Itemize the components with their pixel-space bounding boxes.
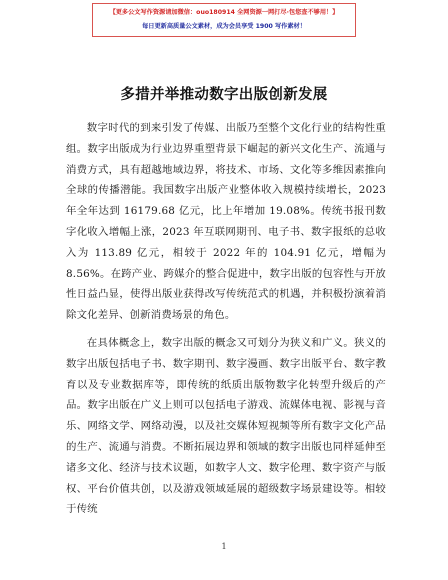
paragraph-1: 数字时代的到来引发了传媒、出版乃至整个文化行业的结构性重组。数字出版成为行业边界重塑背景下崛起的新兴文化生产、流通与消费方式，具有超越地域边界，将技术、市场、文化等多维因素推向全球的传播潜能。我国数字出版产业整体收入规模持续增长，2023 年全年达到 16179.68 亿元，比上年增加 19.08%。传统书报刊数字化收入增幅上涨，2023 年互联网期刊、电子书、数字报纸的总收入为 113.89 亿元，相较于 2022 年的 104.91 亿元，增幅为 8.56%。在跨产业、跨媒介的整合促进中，数字出版的包容性与开放性日益凸显，使得出版业获得改写传统范式的机遇，并积极扮演着消除文化差异、创新消费场景的角色。 [66,122,386,322]
paragraph-2: 在具体概念上，数字出版的概念又可划分为狭义和广义。狭义的数字出版包括电子书、数字期刊、数字漫画、数字出版平台、数字教育以及专业数据库等，即传统的纸质出版物数字化转型升级后的产品。数字出版在广义上则可以包括电子游戏、流媒体电视、影视与音乐、网络文学、网络动漫，以及社交媒体短视频等所有数字文化产品的生产、流通与消费。不断拓展边界和领域的数字出版也同样延伸至诸多文化、经济与技术议题，如数字人文、数字伦理、数字资产与版权、平台价值共创，以及游戏领域延展的超级数字场景建设等。相较于传统 [66,336,386,516]
promo-banner-line-1: 【更多公文写作资源请加微信：ouo180914 全网资源一网打尽·包您查不够用！】 [109,9,339,16]
document-body [66,118,386,525]
document-title: 多措并举推动数字出版创新发展 [120,87,328,103]
promo-banner [92,3,356,37]
page-number: 1 [221,542,227,551]
promo-banner-line-2: 每日更新高质量公文素材，成为会员享受 1900 写作素材！ [142,23,306,30]
